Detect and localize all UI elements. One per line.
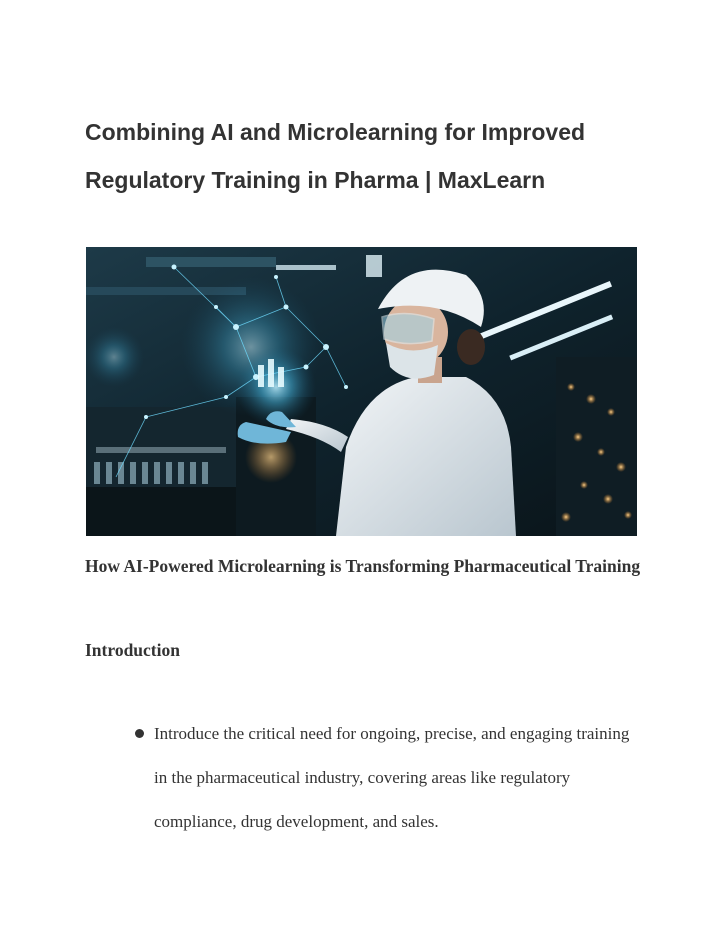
list-item — [133, 712, 643, 844]
section-heading-introduction: Introduction — [85, 640, 180, 660]
bullet-list — [133, 712, 643, 844]
hero-illustration — [86, 247, 637, 536]
background-shelves — [556, 357, 637, 536]
article-subtitle: How AI-Powered Microlearning is Transforming Pharmaceutical Training — [85, 556, 641, 576]
document-title: Combining AI and Microlearning for Improved Regulatory Training in Pharma | MaxLearn — [85, 119, 586, 193]
bullet-text: Introduce the critical need for ongoing, precise, and engaging training in the pharmaceutical industry, covering areas like regulatory compliance, drug development, and sales. — [154, 724, 630, 831]
bullet-icon — [135, 729, 144, 738]
hero-image — [86, 247, 637, 536]
